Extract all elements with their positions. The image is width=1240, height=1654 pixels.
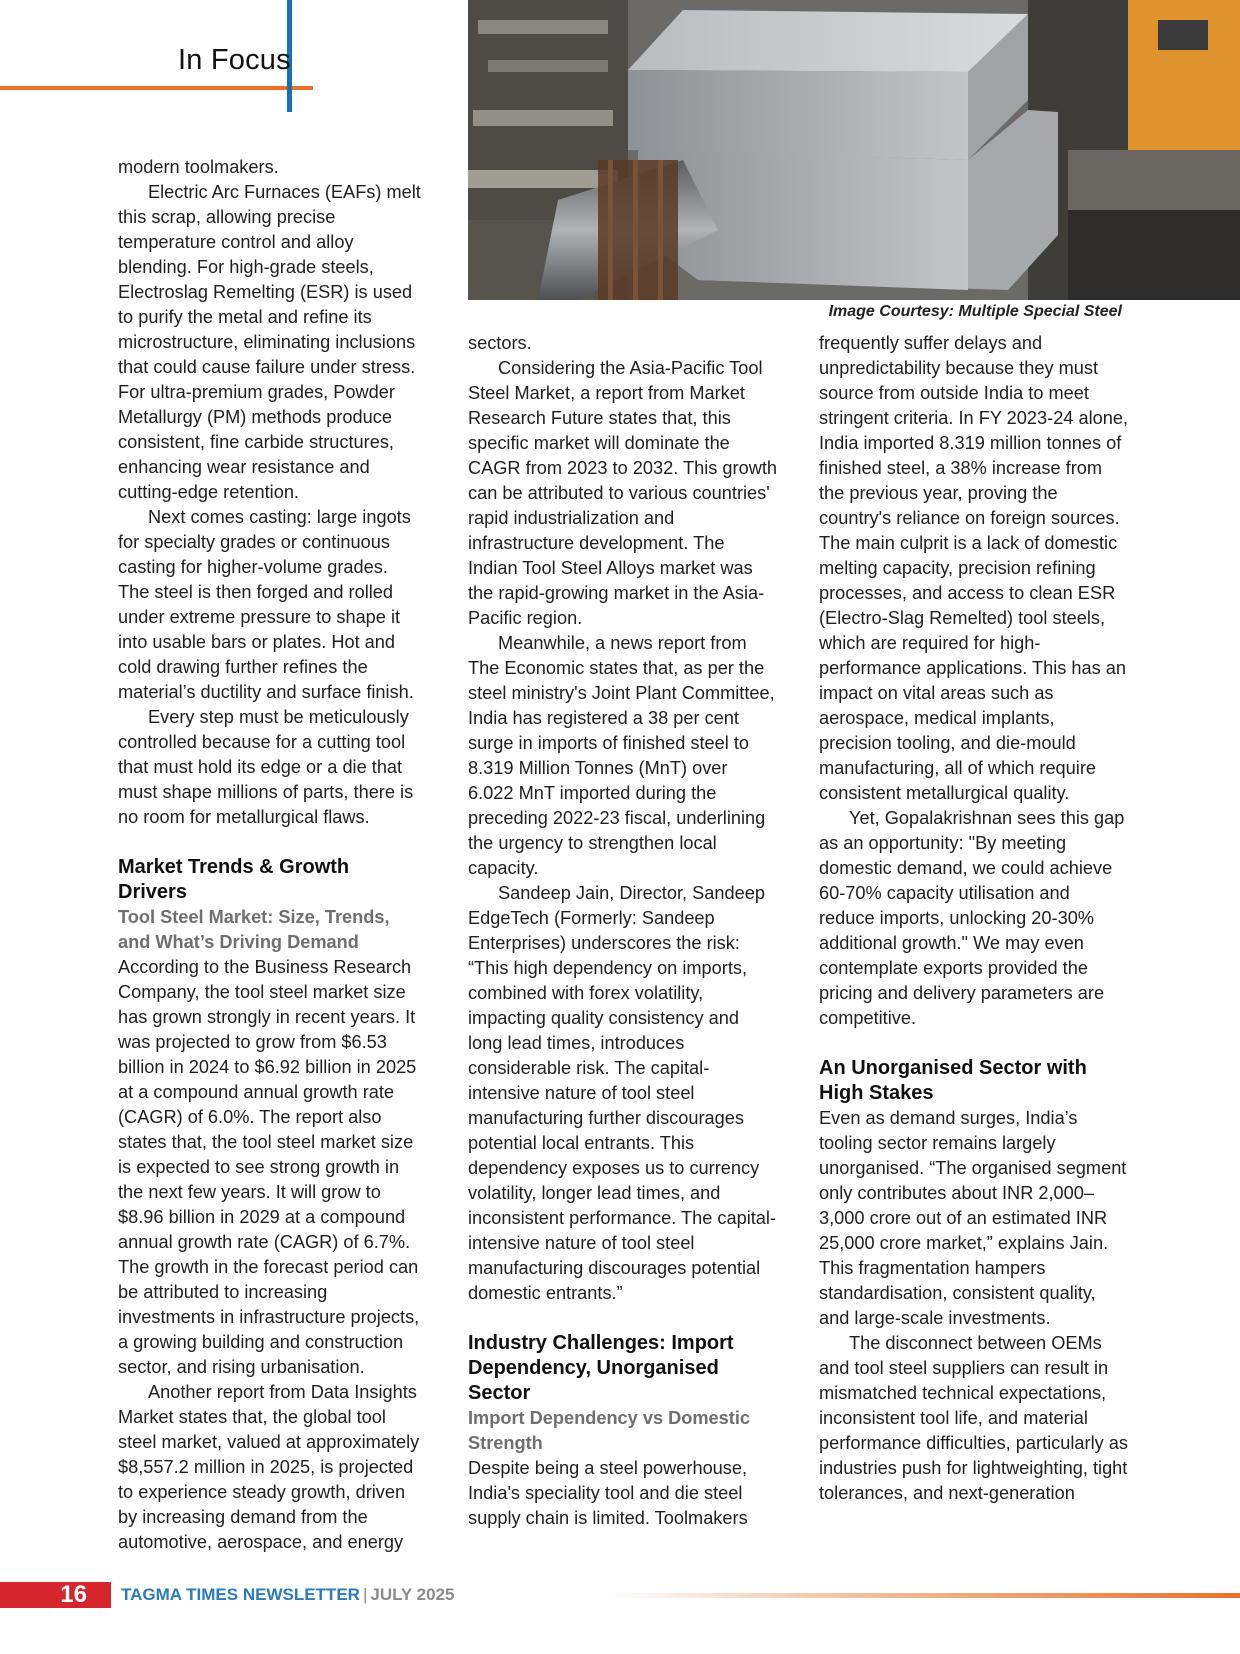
- image-caption: Image Courtesy: Multiple Special Steel: [828, 303, 1122, 320]
- paragraph: frequently suffer delays and unpredictability because they must source from outside India to meet stringent criteria. In FY 2023-24 alone, India imported 8.319 million tonnes of finished steel, a 38% increase from the previous year, proving the country's reliance on foreign sources. The main culprit is a lack of domestic melting capacity, precision refining processes, and access to clean ESR (Electro-Slag Remelted) tool steels, which are required for high-performance applications. This has an impact on vital areas such as aerospace, medical implants, precision tooling, and die-mould manufacturing, all of which require consistent metallurgical quality.: [819, 333, 1129, 803]
- section-heading: An Unorganised Sector with High Stakes: [819, 1057, 1087, 1104]
- text-column-3: [819, 331, 1129, 1506]
- section-heading: Industry Challenges: Import Dependency, Unorganised Sector: [468, 1332, 734, 1404]
- publication-name: TAGMA TIMES NEWSLETTER: [121, 1585, 360, 1604]
- section-subheading: Import Dependency vs Domestic Strength: [468, 1408, 750, 1453]
- paragraph: Meanwhile, a news report from The Economic states that, as per the steel ministry's Joint Plant Committee, India has registered a 38 per cent surge in imports of finished steel to 8.319 Million Tonnes (MnT) over 6.022 MnT imported during the preceding 2022-23 fiscal, underlining the urgency to strengthen local capacity.: [468, 633, 775, 878]
- paragraph: Yet, Gopalakrishnan sees this gap as an opportunity: "By meeting domestic demand, we could achieve 60-70% capacity utilisation and reduce imports, unlocking 20-30% additional growth." We may even contemplate exports provided the pricing and delivery parameters are competitive.: [819, 808, 1125, 1028]
- paragraph: Another report from Data Insights Market states that, the global tool steel market, valued at approximately $8,557.2 million in 2025, is projected to experience steady growth, driven by increasing demand from the automotive, aerospace, and energy: [118, 1382, 420, 1552]
- section-heading: Market Trends & Growth Drivers: [118, 856, 350, 903]
- paragraph: Every step must be meticulously controlled because for a cutting tool that must hold its edge or a die that must shape millions of parts, there is no room for metallurgical flaws.: [118, 707, 414, 827]
- issue-date: JULY 2025: [370, 1585, 455, 1604]
- section-title: In Focus: [178, 44, 291, 76]
- paragraph: Next comes casting: large ingots for specialty grades or continuous casting for higher-volume grades. The steel is then forged and rolled under extreme pressure to shape it into usable bars or plates. Hot and cold drawing further refines the material’s ductility and surface finish.: [118, 507, 414, 702]
- publication-line: [121, 1582, 455, 1608]
- paragraph: sectors.: [468, 333, 532, 353]
- paragraph: Even as demand surges, India’s tooling sector remains largely unorganised. “The organised segment only contributes about INR 2,000–3,000 crore out of an estimated INR 25,000 crore market,” explains Jain. This fragmentation hampers standardisation, consistent quality, and large-scale investments.: [819, 1108, 1127, 1328]
- paragraph: modern toolmakers.: [118, 157, 279, 177]
- steel-blocks-photo: [468, 0, 1240, 300]
- section-subheading: Tool Steel Market: Size, Trends, and What’s Driving Demand: [118, 907, 390, 952]
- header-orange-rule: [0, 86, 313, 90]
- paragraph: The disconnect between OEMs and tool steel suppliers can result in mismatched technical expectations, inconsistent tool life, and material performance difficulties, particularly as industries push for lightweighting, tight tolerances, and next-generation: [819, 1333, 1128, 1503]
- footer-gradient-bar: [608, 1593, 1240, 1598]
- page-number-box: [0, 1582, 111, 1608]
- page-footer: [0, 1582, 1240, 1608]
- text-column-2: [468, 331, 778, 1531]
- paragraph: Considering the Asia-Pacific Tool Steel Market, a report from Market Research Future states that, this specific market will dominate the CAGR from 2023 to 2032. This growth can be attributed to various countries' rapid industrialization and infrastructure development. The Indian Tool Steel Alloys market was the rapid-growing market in the Asia-Pacific region.: [468, 358, 778, 628]
- text-column-1: [118, 155, 423, 1555]
- paragraph: Electric Arc Furnaces (EAFs) melt this scrap, allowing precise temperature control and alloy blending. For high-grade steels, Electroslag Remelting (ESR) is used to purify the metal and refine its microstructure, eliminating inclusions that could cause failure under stress. For ultra-premium grades, Powder Metallurgy (PM) methods produce consistent, fine carbide structures, enhancing wear resistance and cutting-edge retention.: [118, 182, 421, 502]
- paragraph: Despite being a steel powerhouse, India's speciality tool and die steel supply chain is limited. Toolmakers: [468, 1458, 748, 1528]
- footer-separator: |: [362, 1585, 368, 1604]
- page-number: 16: [60, 1581, 87, 1608]
- paragraph: According to the Business Research Company, the tool steel market size has grown strongly in recent years. It was projected to grow from $6.53 billion in 2024 to $6.92 billion in 2025 at a compound annual growth rate (CAGR) of 6.0%. The report also states that, the tool steel market size is expected to see strong growth in the next few years. It will grow to $8.96 billion in 2029 at a compound annual growth rate (CAGR) of 6.7%. The growth in the forecast period can be attributed to increasing investments in infrastructure projects, a growing building and construction sector, and rising urbanisation.: [118, 957, 420, 1377]
- paragraph: Sandeep Jain, Director, Sandeep EdgeTech (Formerly: Sandeep Enterprises) underscores the risk: “This high dependency on imports, combined with forex volatility, impacting quality consistency and long lead times, introduces considerable risk. The capital-intensive nature of tool steel manufacturing further discourages potential local entrants. This dependency exposes us to currency volatility, longer lead times, and inconsistent performance. The capital-intensive nature of tool steel manufacturing discourages potential domestic entrants.”: [468, 883, 776, 1303]
